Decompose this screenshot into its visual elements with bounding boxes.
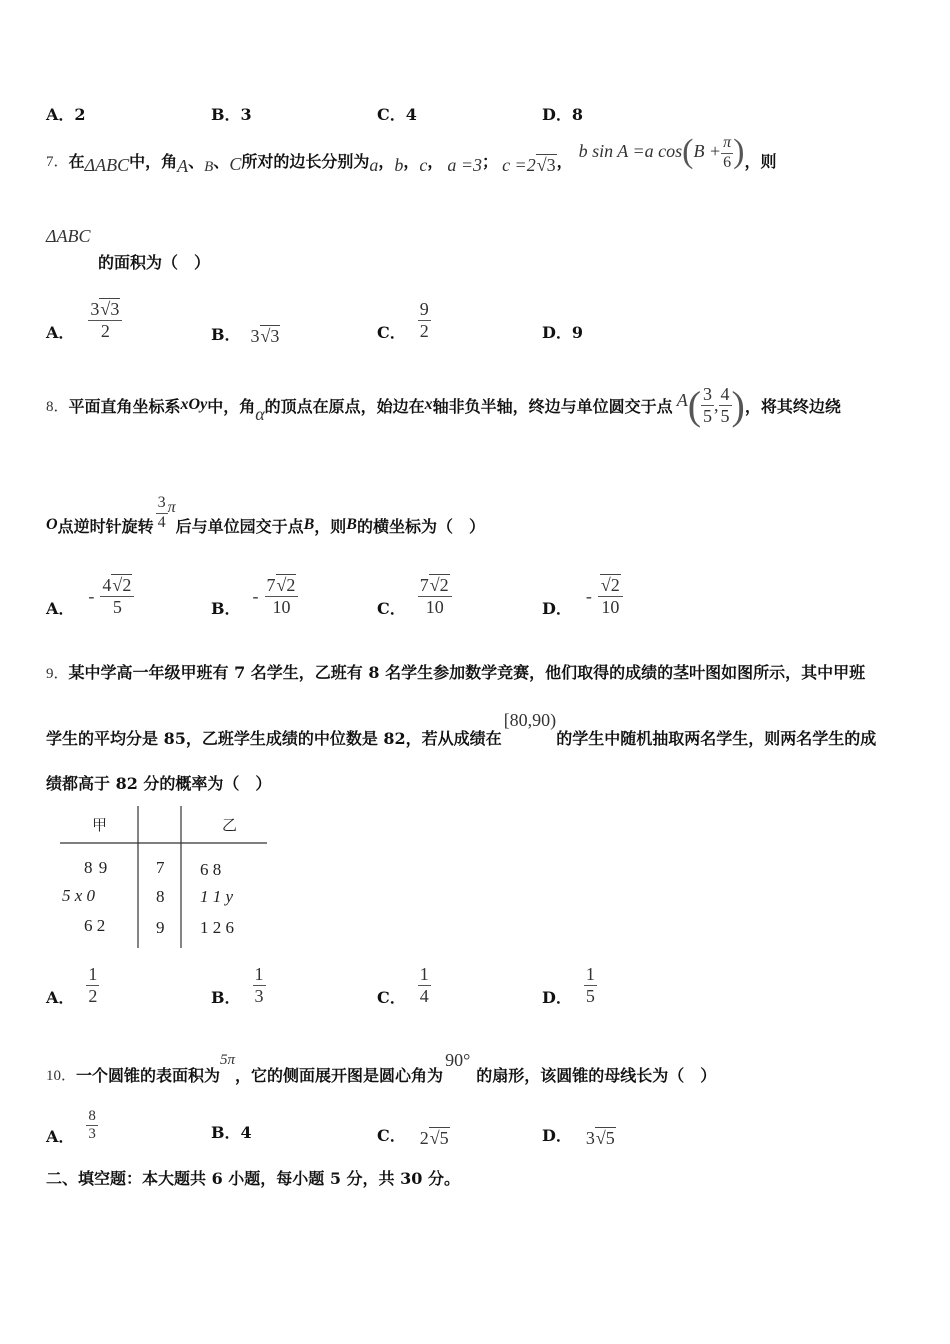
q10-option-c[interactable]: C． 2√5 bbox=[377, 1126, 449, 1148]
q9-stem-line2: 学生的平均分是 85，乙班学生成绩的中位数是 82，若从成绩在 [80,90) 的学生中随机抽取两名学生，则两名学生的成 bbox=[46, 709, 877, 748]
q7-option-d[interactable]: D．9 bbox=[542, 323, 584, 342]
q9-option-c[interactable]: C． $\frac{1}{4}$ bbox=[377, 964, 429, 1007]
stem-leaf-stem: 9 bbox=[156, 918, 165, 937]
stem-leaf-left-row: 8 9 bbox=[84, 858, 108, 877]
q8-option-a[interactable]: A． - $\frac{4√2}{5}$ bbox=[46, 574, 134, 619]
q6-option-d[interactable]: D．8 bbox=[542, 105, 584, 124]
q6-option-a[interactable]: A．2 bbox=[46, 105, 86, 124]
q9-option-d[interactable]: D． $\frac{1}{5}$ bbox=[542, 964, 595, 1007]
q9-stem-line1: 9．某中学高一年级甲班有 7 名学生，乙班有 8 名学生参加数学竞赛，他们取得的成绩的茎叶图如图所示，其中甲班 bbox=[46, 663, 866, 682]
section-heading: 二、填空题：本大题共 6 小题，每小题 5 分，共 30 分。 bbox=[46, 1169, 460, 1188]
q8-option-c[interactable]: C． $\frac{7√2}{10}$ bbox=[377, 574, 452, 619]
q10-option-b[interactable]: B．4 bbox=[211, 1123, 252, 1142]
q7-stem-line2-text: 的面积为（ ） bbox=[98, 253, 211, 272]
q10-stem: 10． 一个圆锥的表面积为 5π ，它的侧面展开图是圆心角为 90° 的扇形，该圆锥的母线长为（ ） bbox=[46, 1049, 717, 1085]
q8-option-d[interactable]: D． - $\frac{√2}{10}$ bbox=[542, 574, 623, 619]
stem-leaf-head-left: 甲 bbox=[92, 816, 108, 834]
q10-option-a[interactable]: A． $\frac{8}{3}$ bbox=[46, 1107, 96, 1146]
q7-option-b[interactable]: B． 3√3 bbox=[211, 325, 280, 346]
q9-option-b[interactable]: B． $\frac{1}{3}$ bbox=[211, 964, 264, 1007]
stem-leaf-right-row: 1 2 6 bbox=[200, 918, 234, 937]
q8-option-b[interactable]: B． - $\frac{7√2}{10}$ bbox=[211, 574, 298, 619]
q7-option-c[interactable]: C． $\frac{9}{2}$ bbox=[377, 299, 429, 342]
q6-option-c[interactable]: C．4 bbox=[377, 105, 417, 124]
q7-stem: 7． 在 ΔABC 中，角 A 、 B 、 C 所对的边长分别为 a ， b ， c ， a =3 ； c =2√3 ， b sin A =a cos ( B + $\frac{\pi}{6}$ ) ，则 bbox=[46, 133, 777, 176]
q9-stem-line3: 绩都高于 82 分的概率为（ ） bbox=[46, 774, 272, 793]
stem-leaf-left-row: 5 x 0 bbox=[62, 886, 96, 905]
q10-option-d[interactable]: D． 3√5 bbox=[542, 1126, 615, 1148]
stem-leaf-stem: 8 bbox=[156, 887, 165, 906]
q7-option-a[interactable]: A． $\frac{3√3}{2}$ bbox=[46, 298, 122, 343]
q6-option-b[interactable]: B．3 bbox=[211, 105, 252, 124]
stem-leaf-plot bbox=[52, 806, 272, 951]
stem-leaf-left-row: 6 2 bbox=[84, 916, 106, 935]
q7-stem-line2: ΔABC bbox=[46, 226, 91, 246]
stem-leaf-right-row: 1 1 y bbox=[200, 887, 234, 906]
stem-leaf-head-right: 乙 bbox=[222, 816, 238, 834]
q9-option-a[interactable]: A． $\frac{1}{2}$ bbox=[46, 964, 98, 1007]
stem-leaf-stem: 7 bbox=[156, 858, 165, 877]
q8-stem-line2: O 点逆时针旋转 $\frac{3}{4}$ π 后与单位园交于点 B ，则 B 的横坐标为（ ） bbox=[46, 494, 485, 536]
q8-stem: 8． 平面直角坐标系 xOy 中，角 α 的顶点在原点，始边在 x 轴非负半轴，终边与单位圆交于点 A ( $\frac{3}{5}$ , $\frac{4}{5}$ ) ，将其终边绕 bbox=[46, 382, 841, 428]
stem-leaf-right-row: 6 8 bbox=[200, 860, 222, 879]
